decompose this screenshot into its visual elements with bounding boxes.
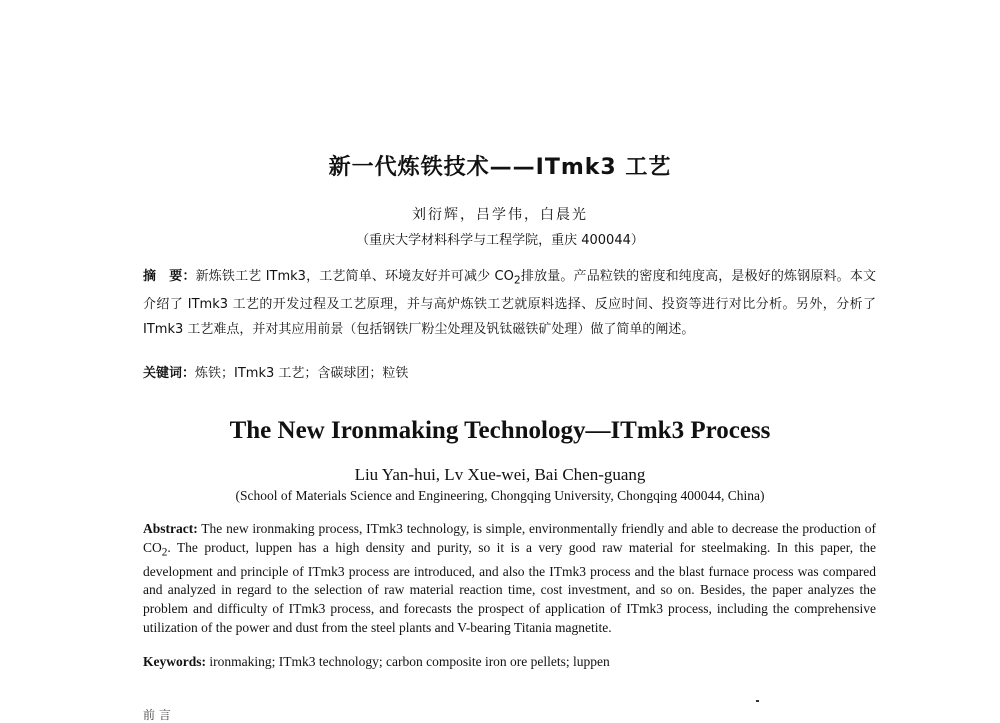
cut-off-section-heading: 前 言 <box>143 708 171 722</box>
english-abstract <box>143 520 876 638</box>
chinese-abstract-co2-subscript: 2 <box>513 273 521 287</box>
chinese-authors: 刘衍辉，吕学伟，白晨光 <box>412 207 588 223</box>
scan-speck <box>756 700 759 702</box>
chinese-keywords <box>143 364 876 384</box>
english-abstract-text-part2: . The product, luppen has a high density and purity, so it is a very good raw material for steelmaking. In this paper, the development and principle of ITmk3 process are introduced, and also the ITmk3 process and the blast furnace process was compared and analyzed in regard to the selection of raw material reaction time, cost investment, and so on. Besides, the paper analyzes the problem and difficulty of ITmk3 process, and forecasts the prospect of application of ITmk3 process, including the comprehensive utilization of the power and dust from the steel plants and V-bearing Titania magnetite. <box>143 539 876 636</box>
english-keywords <box>143 653 876 671</box>
chinese-abstract-label: 摘 要： <box>143 269 196 284</box>
english-title: The New Ironmaking Technology—ITmk3 Process <box>229 417 771 444</box>
english-authors: Liu Yan-hui, Lv Xue-wei, Bai Chen-guang <box>354 465 646 484</box>
chinese-abstract <box>143 265 876 342</box>
english-abstract-text-part1: The new ironmaking process, ITmk3 technology, is simple, environmentally friendly and able to decrease the production of CO <box>143 521 876 555</box>
english-abstract-co2-subscript: 2 <box>161 546 168 559</box>
chinese-abstract-text-part2: 排放量。产品粒铁的密度和纯度高，是极好的炼钢原料。本文介绍了 ITmk3 工艺的开发过程及工艺原理，并与高炉炼铁工艺就原料选择、反应时间、投资等进行对比分析。另外，分析了 ITmk3 工艺难点，并对其应用前景（包括钢铁厂粉尘处理及钒钛磁铁矿处理）做了简单的阐述。 <box>143 269 876 337</box>
chinese-affiliation: （重庆大学材料科学与工程学院，重庆 400044） <box>356 233 644 248</box>
chinese-keywords-text: 炼铁；ITmk3 工艺；含碳球团；粒铁 <box>195 366 409 381</box>
english-abstract-label: Abstract: <box>143 521 198 536</box>
chinese-abstract-text-part1: 新炼铁工艺 ITmk3，工艺简单、环境友好并可减少 CO <box>195 269 514 284</box>
english-keywords-text: ironmaking; ITmk3 technology; carbon composite iron ore pellets; luppen <box>206 654 610 669</box>
chinese-keywords-label: 关键词： <box>143 366 196 381</box>
english-keywords-label: Keywords: <box>143 654 206 669</box>
chinese-title: 新一代炼铁技术——ITmk3 工艺 <box>328 155 672 180</box>
english-affiliation: (School of Materials Science and Engineering, Chongqing University, Chongqing 400044, China) <box>235 488 765 503</box>
